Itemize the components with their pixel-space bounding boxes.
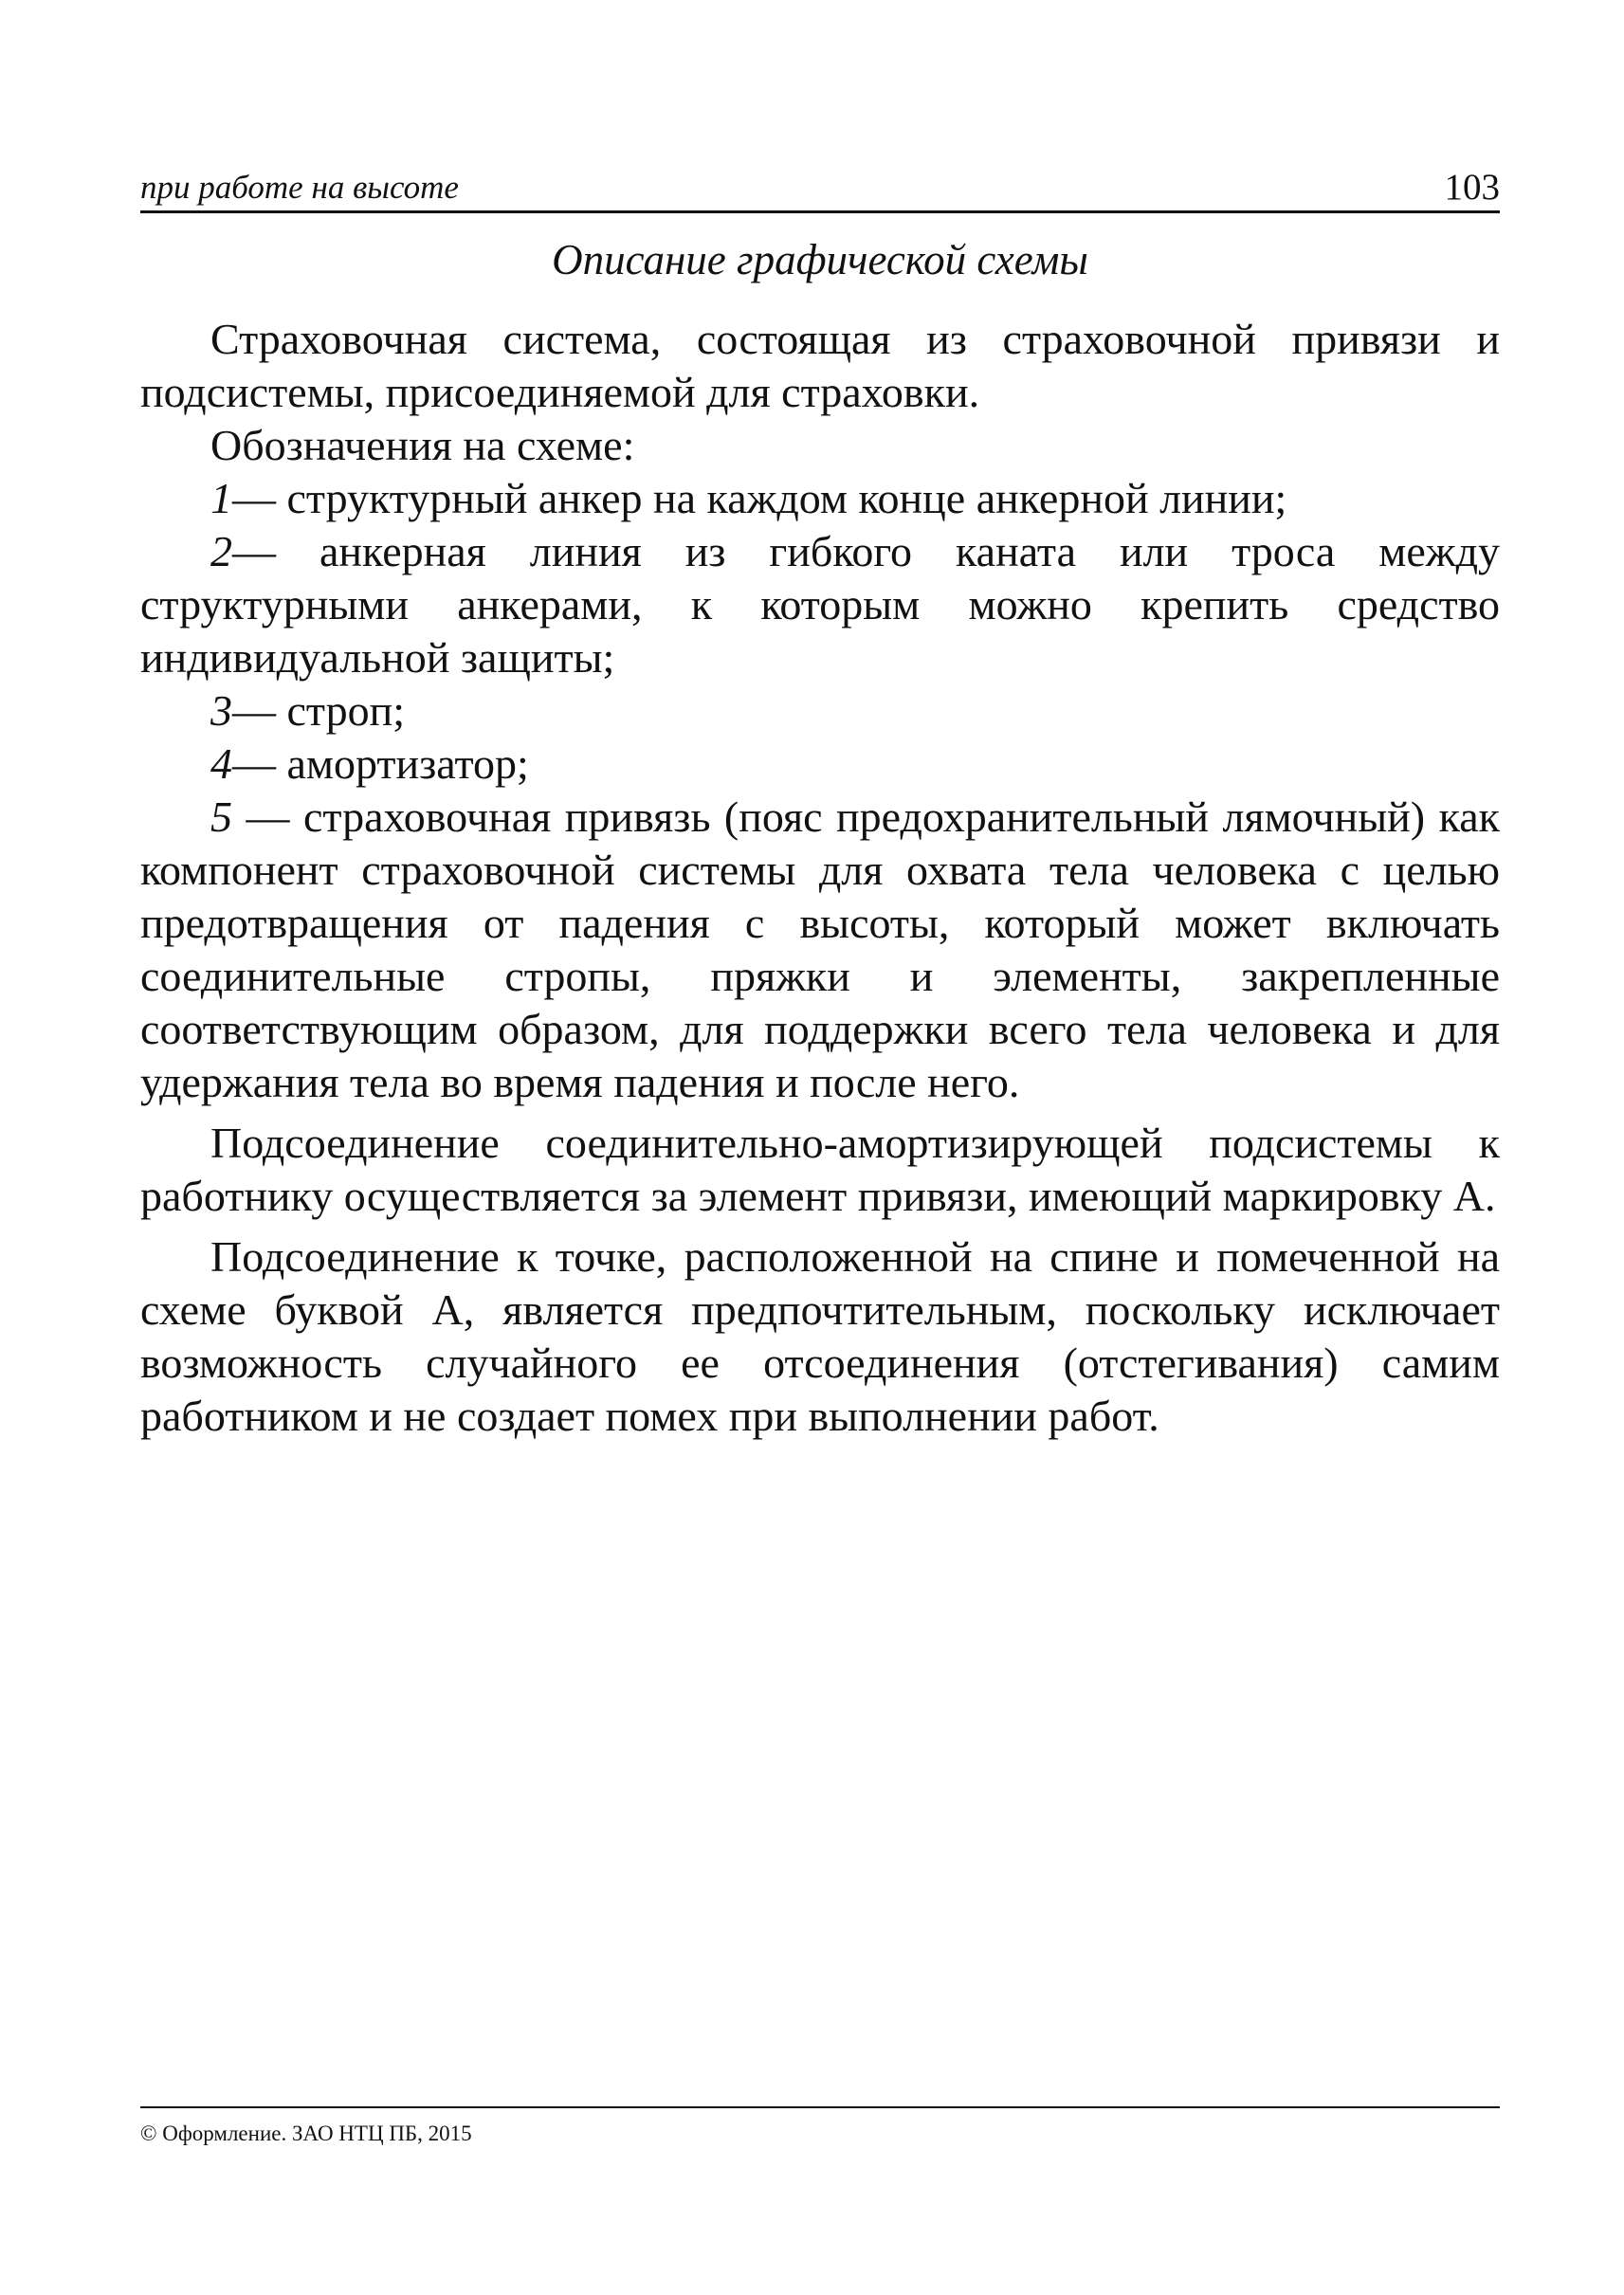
legend-number: 3 (210, 686, 232, 735)
legend-text: — структурный анкер на каждом конце анкерной линии; (232, 474, 1287, 522)
legend-text: — страховочная привязь (пояс предохранительный лямочный) как компонент страховочной системы для охвата тела человека с целью предотвращения от падения с высоты, который может включать соединительные стропы, пряжки и элементы, закрепленные соответствующим образом, для поддержки всего тела человека и для удержания тела во время падения и после него. (140, 792, 1500, 1106)
running-header (140, 163, 1500, 213)
legend-heading: Обозначения на схеме: (210, 421, 635, 469)
legend-item (140, 525, 1500, 684)
legend-item (140, 791, 1500, 1109)
legend-text: — амортизатор; (232, 739, 529, 788)
legend-number: 2 (210, 527, 232, 575)
legend-text: — анкерная линия из гибкого каната или троса между структурными анкерами, к которым можно крепить средство индивидуальной защиты; (140, 527, 1500, 682)
legend-item (140, 738, 1500, 791)
page-number: 103 (1444, 167, 1500, 208)
legend-text: — строп; (232, 686, 405, 735)
legend-item (140, 684, 1500, 738)
footer (140, 2106, 1500, 2146)
body-text (140, 313, 1500, 1443)
legend-number: 1 (210, 474, 232, 522)
running-title: при работе на высоте (140, 169, 459, 206)
copyright-text: © Оформление. ЗАО НТЦ ПБ, 2015 (140, 2122, 472, 2145)
connection-paragraph: Подсоединение соединительно-амортизирующей подсистемы к работнику осуществляется за элемент привязи, имеющий маркировку А. (140, 1119, 1500, 1220)
legend-item (140, 472, 1500, 525)
section-title: Описание графической схемы (552, 236, 1088, 283)
preferred-point-paragraph: Подсоединение к точке, расположенной на спине и помеченной на схеме буквой А, является предпочтительным, поскольку исключает возможность случайного ее отсоединения (отстегивания) самим работником и не создает помех при выполнении работ. (140, 1232, 1500, 1440)
legend-number: 4 (210, 739, 232, 788)
legend-number: 5 (210, 792, 232, 841)
intro-paragraph: Страховочная система, состоящая из страховочной привязи и подсистемы, присоединяемой для страховки. (140, 315, 1500, 416)
